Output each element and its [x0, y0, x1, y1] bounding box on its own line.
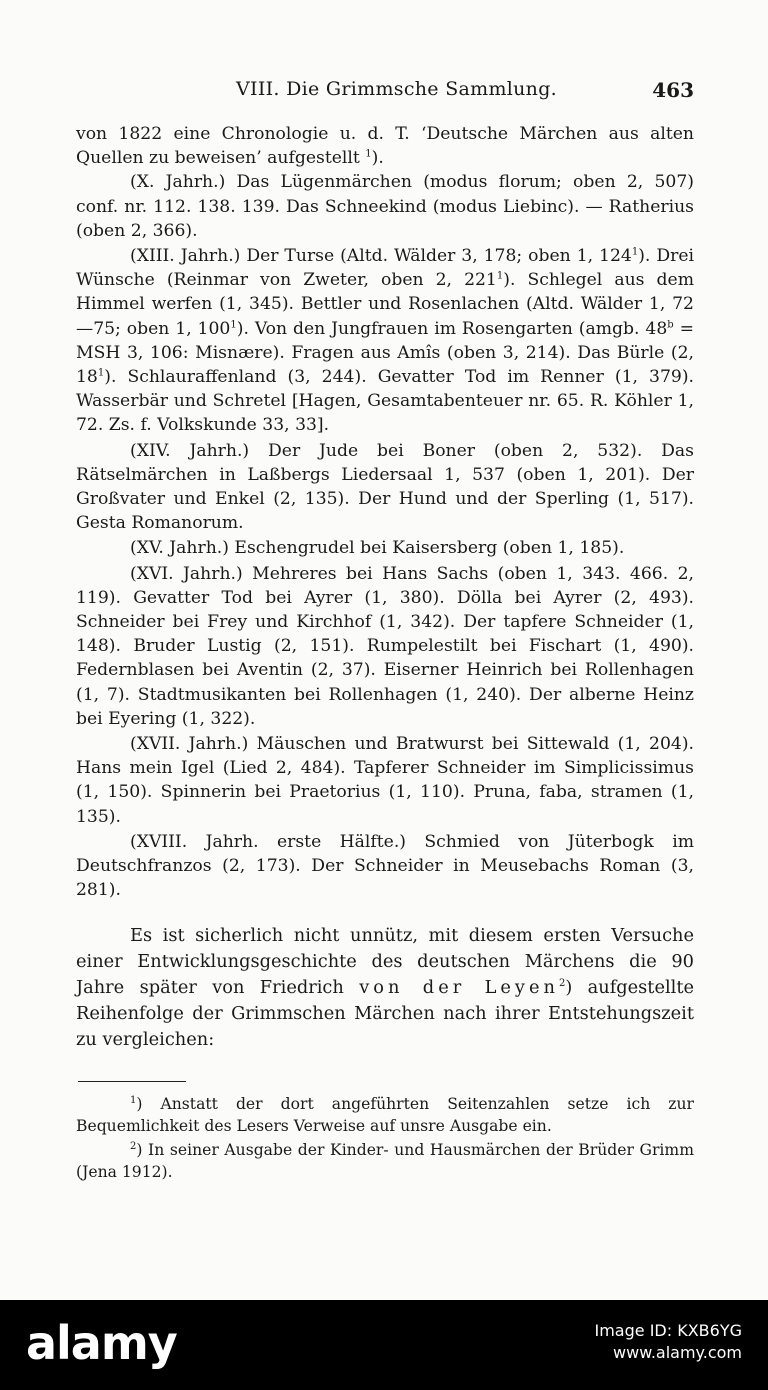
footnotes: [76, 1094, 694, 1186]
paragraph-xvi-century: (XVI. Jahrh.) Mehreres bei Hans Sachs (oben 1, 343. 466. 2, 119). Gevatter Tod bei Ayrer (1, 380). Dölla bei Ayrer (2, 493). Schneider bei Frey und Kirchhof (1, 342). Der tapfere Schneider (1, 148). Bruder Lustig (2, 151). Rumpelestilt bei Fischart (1, 490). Federnblasen bei Aventin (2, 37). Eiserner Heinrich bei Rollenhagen (1, 7). Stadtmusikanten bei Rollenhagen (1, 240). Der alberne Heinz bei Eyering (1, 322).: [76, 563, 694, 729]
superscript-b: b: [667, 318, 674, 330]
footnote-ref: 1: [230, 318, 237, 330]
footnote-1: $^1$) Anstatt der dort angeführten Seitenzahlen setze ich zur Bequemlichkeit des Lesers Verweise auf unsre Ausgabe ein.: [76, 1094, 694, 1135]
paragraph-x-century: (X. Jahrh.) Das Lügenmärchen (modus florum; oben 2, 507) conf. nr. 112. 138. 139. Das Schneekind (modus Liebinc). — Ratherius (oben 2, 366).: [76, 172, 694, 241]
page-header: [76, 78, 694, 108]
footnote-ref: 1: [496, 270, 504, 282]
footnote-divider: [78, 1081, 186, 1082]
paragraph-xiv-century: (XIV. Jahrh.) Der Jude bei Boner (oben 2, 532). Das Rätselmärchen in Laßbergs Liedersaal 1, 537 (oben 1, 201). Der Großvater und Enkel (2, 135). Der Hund und der Sperling (1, 517). Gesta Romanorum.: [76, 440, 694, 534]
main-text: [76, 122, 694, 1053]
stock-watermark-banner: [0, 1300, 768, 1390]
watermark-url: www.alamy.com: [613, 1343, 742, 1362]
image-id: Image ID: KXB6YG: [594, 1321, 742, 1340]
footnote-ref: 1: [631, 246, 639, 258]
running-title: VIII. Die Grimmsche Sammlung.: [236, 78, 558, 100]
paragraph-comparison: Es ist sicherlich nicht unnütz, mit diesem ersten Versuche einer Entwicklungsgeschichte des deutschen Märchens die 90 Jahre später von Friedrich von der Leyen$^2$) aufgestellte Reihenfolge der Grimmschen Märchen nach ihrer Entstehungszeit zu vergleichen:: [76, 924, 695, 1050]
footnote-ref: 1: [97, 367, 105, 379]
paragraph-xvii-century: (XVII. Jahrh.) Mäuschen und Bratwurst bei Sittewald (1, 204). Hans mein Igel (Lied 2, 484). Tapferer Schneider im Simplicissimus (1, 150). Spinnerin bei Praetorius (1, 110). Pruna, faba, stramen (1, 135).: [76, 734, 694, 827]
paragraph-xviii-century: (XVIII. Jahrh. erste Hälfte.) Schmied von Jüterbogk im Deutschfranzos (2, 173). Der Schneider in Meusebachs Roman (3, 281).: [76, 831, 694, 901]
paragraph-xv-century: (XV. Jahrh.) Eschengrudel bei Kaisersberg (oben 1, 185).: [130, 538, 625, 559]
watermark-info: [595, 1320, 743, 1364]
footnote-ref: 1: [365, 148, 372, 160]
paragraph-intro: von 1822 eine Chronologie u. d. T. ‘Deutsche Märchen aus alten Quellen zu beweisen’ aufgestellt $^1$).: [76, 124, 694, 169]
footnote-ref: 2: [558, 977, 566, 989]
page-number: 463: [652, 78, 694, 102]
footnote-2: $^2$) In seiner Ausgabe der Kinder- und Hausmärchen der Brüder Grimm (Jena 1912).: [76, 1140, 694, 1181]
alamy-logo: alamy: [26, 1316, 177, 1370]
author-name-spaced: von der Leyen: [359, 976, 559, 998]
paragraph-xiii-century: (XIII. Jahrh.) Der Turse (Altd. Wälder 3, 178; oben 1, $124^1$). Drei Wünsche (Reinmar von Zweter, oben 2, $221^1$). Schlegel aus dem Himmel werfen (1, 345). Bettler und Rosenlachen (Altd. Wälder 1, 72—75; oben 1, $100^1$). Von den Jungfrauen im Rosengarten (amgb. $48^b$ = MSH 3, 106: Misnære). Fragen aus Amîs (oben 3, 214). Das Bürle (2, $18^1$). Schlauraffenland (3, 244). Gevatter Tod im Renner (1, 379). Wasserbär und Schretel [Hagen, Gesamtabenteuer nr. 65. R. Köhler 1, 72. Zs. f. Volkskunde 33, 33].: [76, 246, 694, 436]
